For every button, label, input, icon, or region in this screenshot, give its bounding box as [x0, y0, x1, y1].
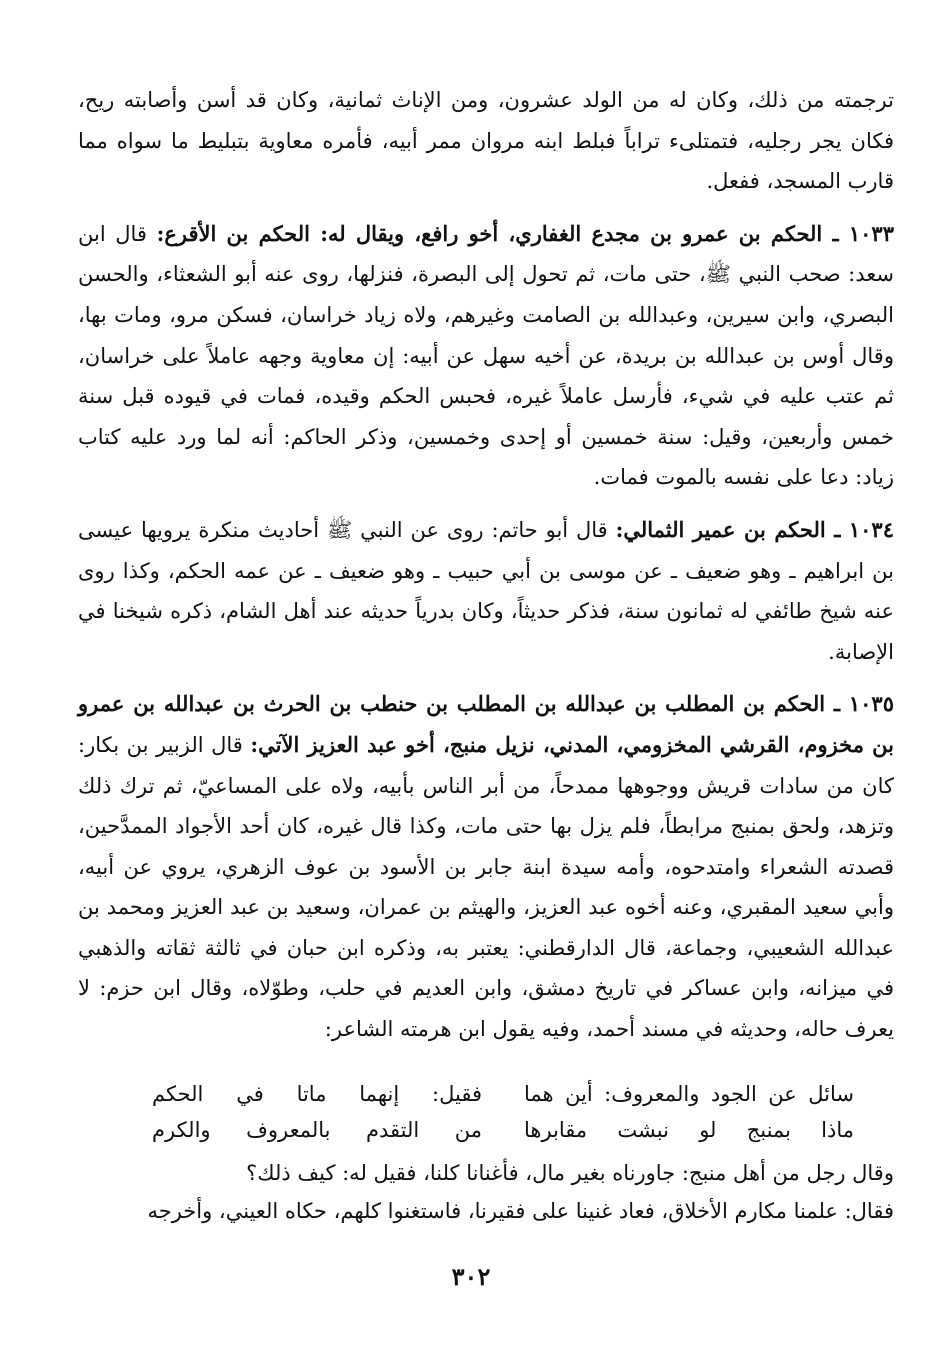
text-line: وقال رجل من أهل منبج: جاورناه بغير مال، فأغنانا كلنا، فقيل له: كيف ذلك؟	[246, 1160, 894, 1185]
post-poem-text	[78, 1154, 894, 1230]
poem-verse	[78, 1112, 894, 1148]
entry-text: قال الزبير بن بكار: كان من سادات قريش ووجوهها ممدحاً، من أبر الناس بأبيه، ولاه على المساعيّ، ثم ترك ذلك وتزهد، ولحق بمنبج مرابطاً، فلم يزل بها حتى مات، وكذا قال غيره، كان أحد الأجواد الممدَّحين، قصدته الشعراء وامتدحوه، وأمه سيدة ابنة جابر بن الأسود بن عوف الزهري، يروي عن أبيه، وأبي سعيد المقبري، وعنه أخوه عبد العزيز، والهيثم بن عمران، وسعيد بن عبد العزيز ومحمد بن عبدالله الشعيبي، وجماعة، قال الدارقطني: يعتبر به، وذكره ابن حبان في ثالثة ثقاته والذهبي في ميزانه، وابن عساكر في تاريخ دمشق، وابن العديم في حلب، وطوّلاه، وقال ابن حزم: لا يعرف حاله، وحديثه في مسند أحمد، وفيه يقول ابن هرمته الشاعر:	[78, 732, 894, 1042]
entry-text: قال ابن سعد: صحب النبي ﷺ، حتى مات، ثم تحول إلى البصرة، فنزلها، روى عنه أبو الشعثاء، والحسن البصري، وابن سيرين، وعبدالله بن الصامت وغيرهم، ولاه زياد خراسان، فسكن مرو، ومات بها، وقال أوس بن عبدالله بن بريدة، عن أخيه سهل عن أبيه: إن معاوية وجهه عاملاً على خراسان، ثم عتب عليه في شيء، فأرسل عاملاً غيره، فحبس الحكم وقيده، فمات في قيوده قبل سنة خمس وأربعين، وقيل: سنة خمسين أو إحدى وخمسين، وذكر الحاكم: أنه لما ورد عليه كتاب زياد: دعا على نفسه بالموت فمات.	[78, 221, 894, 490]
entry-heading: ١٠٣٤ ـ الحكم بن عمير الثمالي:	[615, 516, 894, 542]
entry-1033	[78, 214, 894, 498]
entry-text: قال أبو حاتم: روى عن النبي ﷺ أحاديث منكرة يرويها عيسى بن ابراهيم ـ وهو ضعيف ـ عن موسى بن أبي حبيب ـ وهو ضعيف ـ عن عمه الحكم، وكذا روى عنه شيخ طائفي له ثمانون سنة، فذكر حديثاً، وكان بدرياً حديثه عند أهل الشام، ذكره شيخنا في الإصابة.	[78, 517, 894, 664]
paragraph-text: ترجمته من ذلك، وكان له من الولد عشرون، ومن الإناث ثمانية، وكان قد أسن وأصابته ريح، فكان يجر رجليه، فتمتلىء تراباً فبلط ابنه مروان ممر أبيه، فأمره معاوية بتبليط ما سواه مما قارب المسجد، ففعل.	[78, 88, 894, 194]
entry-heading: ١٠٣٣ ـ الحكم بن عمرو بن مجدع الغفاري، أخو رافع، ويقال له: الحكم بن الأقرع:	[156, 220, 894, 246]
poem-block	[78, 1076, 894, 1148]
page-number: ٣٠٢	[451, 1262, 491, 1291]
text-line: فقال: علمنا مكارم الأخلاق، فعاد غنينا على فقيرنا، فاستغنوا كلهم، حكاه العيني، وأخرجه	[147, 1198, 894, 1223]
verse-second-hemistich: من التقدم بالمعروف والكرم	[152, 1117, 482, 1142]
entry-heading: ١٠٣٥ ـ الحكم بن المطلب بن عبدالله بن المطلب بن حنطب بن الحرث بن عبدالله بن عمرو بن مخزوم، القرشي المخزومي، المدني، نزيل منبج، أخو عبد العزيز الآتي:	[78, 691, 895, 757]
verse-second-hemistich: فقيل: إنهما ماتا في الحكم	[152, 1081, 482, 1106]
verse-first-hemistich: ماذا بمنبج لو نبشت مقابرها	[524, 1117, 854, 1142]
entry-1034	[78, 510, 894, 672]
entry-1035	[78, 684, 894, 1049]
paragraph-continuation	[78, 80, 894, 202]
poem-verse	[78, 1076, 894, 1112]
verse-first-hemistich: سائل عن الجود والمعروف: أين هما	[524, 1081, 854, 1106]
page-text	[78, 80, 894, 1230]
